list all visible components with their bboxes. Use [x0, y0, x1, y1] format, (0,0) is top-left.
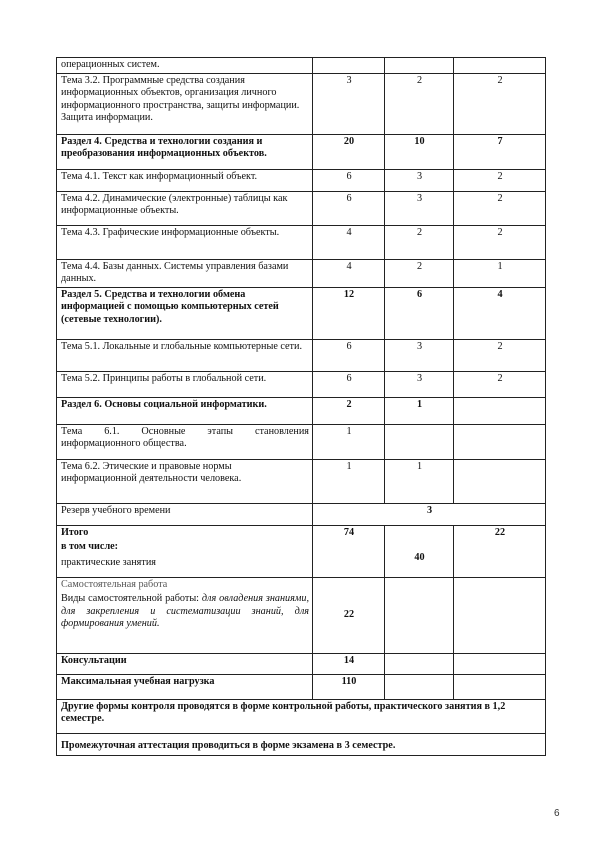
hours-practice: 2	[385, 225, 454, 259]
page-number: 6	[554, 808, 560, 819]
hours-total: 12	[313, 287, 385, 339]
hours-self: 7	[454, 134, 546, 169]
hours-self	[454, 397, 546, 424]
table-row	[57, 371, 546, 397]
total-cell	[57, 525, 313, 577]
hours-total	[313, 58, 385, 74]
row-title: Тема 4.1. Текст как информационный объект.	[57, 169, 313, 191]
hours-total: 3	[313, 73, 385, 134]
hours-self: 2	[454, 191, 546, 225]
row-title: Тема 6.2. Этические и правовые нормы информационной деятельности человека.	[57, 459, 313, 503]
hours-self: 2	[454, 73, 546, 134]
table-row	[57, 424, 546, 459]
hours-self	[454, 58, 546, 74]
attestation-text: Промежуточная аттестация проводиться в форме экзамена в 3 семестре.	[57, 733, 546, 755]
table-row	[57, 169, 546, 191]
hours-total: 2	[313, 397, 385, 424]
section-title: Раздел 6. Основы социальной информатики.	[57, 397, 313, 424]
hours-total: 1	[313, 459, 385, 503]
row-title: Тема 5.1. Локальные и глобальные компьютерные сети.	[57, 339, 313, 371]
row-title: Тема 5.2. Принципы работы в глобальной сети.	[57, 371, 313, 397]
table-row	[57, 191, 546, 225]
table-row	[57, 397, 546, 424]
in-that-number-label: в том числе:	[61, 541, 119, 552]
hours-total: 6	[313, 339, 385, 371]
hours-practice: 1	[385, 459, 454, 503]
hours-total: 1	[313, 424, 385, 459]
hours-practice: 3	[385, 169, 454, 191]
hours-self: 1	[454, 259, 546, 287]
hours-total: 6	[313, 169, 385, 191]
table-row	[57, 339, 546, 371]
hours-practice	[385, 424, 454, 459]
selfwork-heading: Самостоятельная работа	[61, 578, 168, 590]
hours-practice: 2	[385, 259, 454, 287]
hours-practice: 3	[385, 191, 454, 225]
hours-practice: 1	[385, 397, 454, 424]
total-self-hours: 22	[454, 525, 546, 577]
row-title: Тема 4.4. Базы данных. Системы управления базами данных.	[57, 259, 313, 287]
reserve-row	[57, 503, 546, 525]
hours-table	[56, 57, 546, 756]
section-title: Раздел 4. Средства и технологии создания и преобразования информационных объектов.	[57, 134, 313, 169]
hours-practice: 3	[385, 371, 454, 397]
section-title: Раздел 5. Средства и технологии обмена информацией с помощью компьютерных сетей (сетевые технологии).	[57, 287, 313, 339]
hours-self	[454, 424, 546, 459]
hours-self: 2	[454, 225, 546, 259]
row-title: Тема 4.2. Динамические (электронные) таблицы как информационные объекты.	[57, 191, 313, 225]
practice-label: практические занятия	[61, 556, 156, 568]
selfwork-kinds: для овладения знаниями, для закрепления и систематизации знаний, для формирования умений.	[61, 593, 310, 629]
maxload-row	[57, 674, 546, 699]
maxload-label: Максимальная учебная нагрузка	[57, 674, 313, 699]
row-title: Тема 6.1. Основные этапы становления информационного общества.	[57, 424, 313, 459]
selfwork-hours: 22	[313, 577, 385, 653]
hours-practice: 2	[385, 73, 454, 134]
table-row	[57, 134, 546, 169]
hours-self: 2	[454, 339, 546, 371]
hours-total: 6	[313, 191, 385, 225]
row-title: операционных систем.	[57, 58, 313, 74]
hours-total: 6	[313, 371, 385, 397]
consult-hours: 14	[313, 653, 385, 674]
hours-self: 4	[454, 287, 546, 339]
table-row	[57, 259, 546, 287]
table-row	[57, 58, 546, 74]
hours-self	[454, 459, 546, 503]
table-row	[57, 225, 546, 259]
selfwork-intro: Виды самостоятельной работы:	[61, 593, 200, 604]
hours-practice: 3	[385, 339, 454, 371]
total-hours: 74	[313, 525, 385, 577]
total-row	[57, 525, 546, 577]
hours-practice: 10	[385, 134, 454, 169]
selfwork-row	[57, 577, 546, 653]
total-practice-hours: 40	[385, 525, 454, 577]
hours-total: 4	[313, 259, 385, 287]
consult-label: Консультации	[57, 653, 313, 674]
row-title: Тема 3.2. Программные средства создания информационных объектов, организация личного информационного пространства, защиты информации. Защита информации.	[57, 73, 313, 134]
hours-self: 2	[454, 371, 546, 397]
hours-practice: 6	[385, 287, 454, 339]
reserve-label: Резерв учебного времени	[57, 503, 313, 525]
selfwork-text	[61, 593, 309, 631]
hours-self: 2	[454, 169, 546, 191]
consult-row	[57, 653, 546, 674]
hours-practice	[385, 58, 454, 74]
table-row	[57, 459, 546, 503]
attestation-row	[57, 733, 546, 755]
hours-total: 20	[313, 134, 385, 169]
selfwork-cell	[57, 577, 313, 653]
table-row	[57, 287, 546, 339]
hours-total: 4	[313, 225, 385, 259]
other-forms-row	[57, 699, 546, 733]
row-title: Тема 4.3. Графические информационные объекты.	[57, 225, 313, 259]
total-label: Итого	[61, 526, 89, 538]
table-row	[57, 73, 546, 134]
reserve-value: 3	[313, 503, 546, 525]
other-forms-text: Другие формы контроля проводятся в форме контрольной работы, практического занятия в 1,2 семестре.	[57, 699, 546, 733]
maxload-hours: 110	[313, 674, 385, 699]
